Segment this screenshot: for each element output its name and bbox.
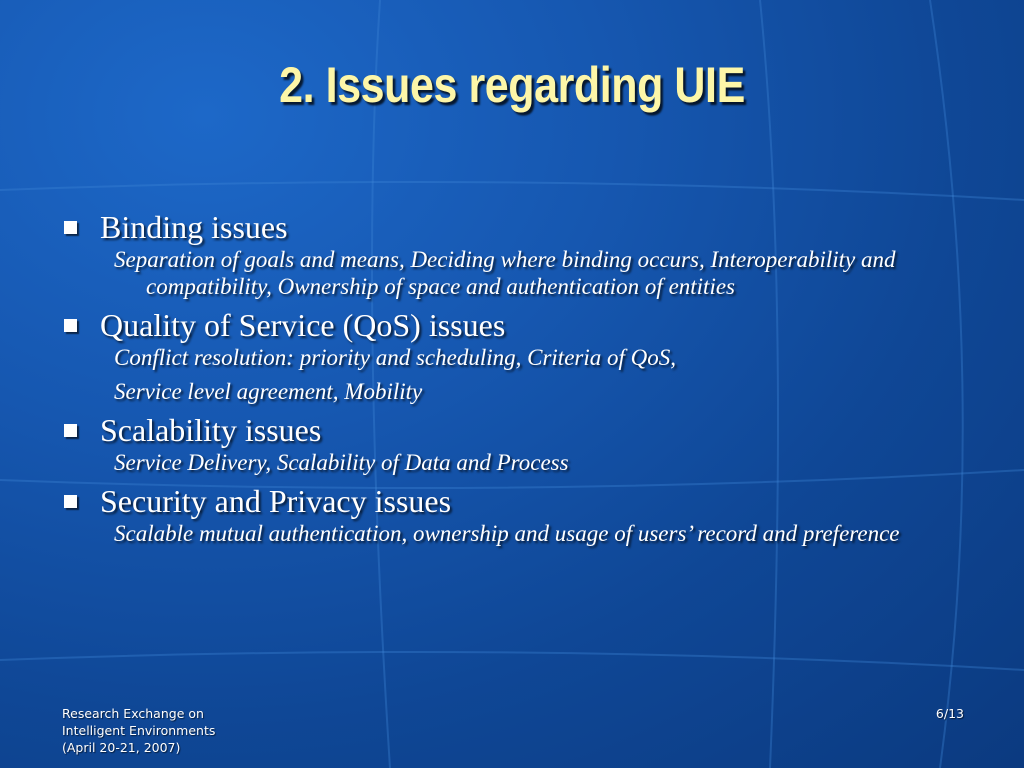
bullet-detail: Service level agreement, Mobility	[114, 379, 423, 404]
bullet-scalability-issues	[62, 411, 962, 449]
bullet-detail: Separation of goals and means, Deciding where binding occurs, Interoperability and compatibility, Ownership of space and authentication of entities	[114, 247, 896, 299]
footer-line: Research Exchange on	[62, 706, 204, 721]
bullet-heading: Quality of Service (QoS) issues	[100, 307, 506, 343]
bullet-detail: Conflict resolution: priority and scheduling, Criteria of QoS,	[114, 345, 676, 370]
bullet-heading: Binding issues	[100, 209, 288, 245]
square-bullet-icon	[64, 319, 77, 332]
slide-title: 2. Issues regarding UIE	[279, 57, 745, 113]
bullet-heading: Security and Privacy issues	[100, 483, 452, 519]
footer-line: Intelligent Environments	[62, 723, 216, 738]
bullet-heading: Scalability issues	[100, 412, 322, 448]
bullet-binding-issues	[62, 208, 962, 246]
page-number: 6/13	[935, 706, 964, 721]
footer-event-info	[62, 705, 215, 756]
bullet-detail: Service Delivery, Scalability of Data and Process	[114, 450, 569, 475]
bullet-detail: Scalable mutual authentication, ownership and usage of users’ record and preference	[114, 521, 900, 546]
bullet-qos-issues	[62, 306, 962, 344]
footer-line: (April 20-21, 2007)	[62, 740, 181, 755]
square-bullet-icon	[64, 424, 77, 437]
bullet-security-privacy-issues	[62, 482, 962, 520]
square-bullet-icon	[64, 495, 77, 508]
square-bullet-icon	[64, 221, 77, 234]
bullet-list	[62, 208, 962, 547]
